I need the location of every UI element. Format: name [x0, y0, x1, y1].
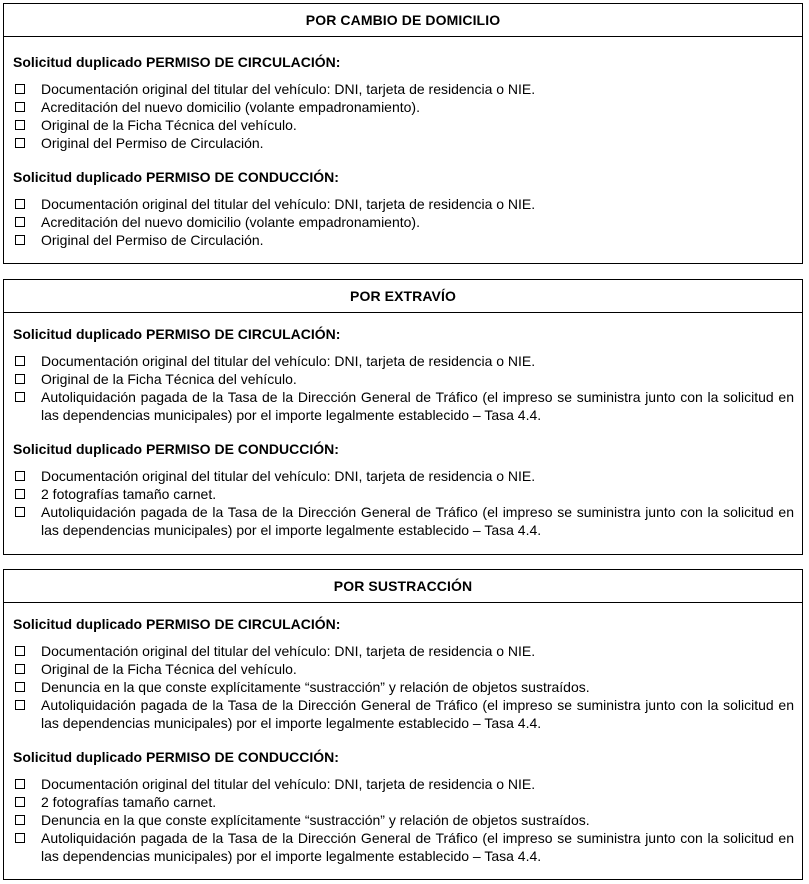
- section-title: POR EXTRAVÍO: [4, 280, 802, 313]
- group-heading: Solicitud duplicado PERMISO DE CONDUCCIÓN:: [13, 169, 339, 185]
- group-heading: Solicitud duplicado PERMISO DE CIRCULACIÓN:: [13, 326, 341, 342]
- checkbox-icon: [15, 235, 25, 245]
- requirements-list: [13, 195, 794, 249]
- requirements-list: [13, 352, 794, 424]
- checkbox-icon: [15, 797, 25, 807]
- checkbox-icon: [15, 392, 25, 402]
- section-extravio: [3, 279, 803, 555]
- list-item: Original del Permiso de Circulación.: [13, 231, 794, 249]
- checkbox-icon: [15, 217, 25, 227]
- requirements-list: [13, 642, 794, 732]
- checkbox-icon: [15, 682, 25, 692]
- checkbox-icon: [15, 374, 25, 384]
- section-title: POR CAMBIO DE DOMICILIO: [4, 4, 802, 37]
- list-item: Original de la Ficha Técnica del vehículo.: [13, 660, 794, 678]
- list-item: Autoliquidación pagada de la Tasa de la Dirección General de Tráfico (el impreso se suministra junto con la solicitud en las dependencias municipales) por el importe legalmente establecido – Tasa 4.4.: [13, 696, 794, 732]
- list-item: Original de la Ficha Técnica del vehículo.: [13, 116, 794, 134]
- requirements-list: [13, 775, 794, 865]
- list-item: Autoliquidación pagada de la Tasa de la Dirección General de Tráfico (el impreso se suministra junto con la solicitud en las dependencias municipales) por el importe legalmente establecido – Tasa 4.4.: [13, 388, 794, 424]
- section-sustraccion: [3, 569, 803, 880]
- list-item: Documentación original del titular del vehículo: DNI, tarjeta de residencia o NIE.: [13, 642, 794, 660]
- list-item: Acreditación del nuevo domicilio (volante empadronamiento).: [13, 213, 794, 231]
- list-item: Denuncia en la que conste explícitamente “sustracción” y relación de objetos sustraídos.: [13, 678, 794, 696]
- checkbox-icon: [15, 84, 25, 94]
- checkbox-icon: [15, 507, 25, 517]
- section-cambio-domicilio: [3, 3, 803, 264]
- list-item: Autoliquidación pagada de la Tasa de la Dirección General de Tráfico (el impreso se suministra junto con la solicitud en las dependencias municipales) por el importe legalmente establecido – Tasa 4.4.: [13, 503, 794, 539]
- checkbox-icon: [15, 646, 25, 656]
- requirements-list: [13, 467, 794, 539]
- list-item: Original de la Ficha Técnica del vehículo.: [13, 370, 794, 388]
- list-item: Original del Permiso de Circulación.: [13, 134, 794, 152]
- group-heading: Solicitud duplicado PERMISO DE CONDUCCIÓN:: [13, 749, 339, 765]
- group-heading: Solicitud duplicado PERMISO DE CONDUCCIÓN:: [13, 441, 339, 457]
- list-item: Autoliquidación pagada de la Tasa de la Dirección General de Tráfico (el impreso se suministra junto con la solicitud en las dependencias municipales) por el importe legalmente establecido – Tasa 4.4.: [13, 829, 794, 865]
- list-item: 2 fotografías tamaño carnet.: [13, 485, 794, 503]
- list-item: Documentación original del titular del vehículo: DNI, tarjeta de residencia o NIE.: [13, 80, 794, 98]
- checkbox-icon: [15, 102, 25, 112]
- list-item: 2 fotografías tamaño carnet.: [13, 793, 794, 811]
- checkbox-icon: [15, 138, 25, 148]
- requirements-list: [13, 80, 794, 152]
- list-item: Denuncia en la que conste explícitamente “sustracción” y relación de objetos sustraídos.: [13, 811, 794, 829]
- checkbox-icon: [15, 489, 25, 499]
- checkbox-icon: [15, 356, 25, 366]
- list-item: Acreditación del nuevo domicilio (volante empadronamiento).: [13, 98, 794, 116]
- checkbox-icon: [15, 815, 25, 825]
- checkbox-icon: [15, 700, 25, 710]
- checkbox-icon: [15, 199, 25, 209]
- list-item: Documentación original del titular del vehículo: DNI, tarjeta de residencia o NIE.: [13, 467, 794, 485]
- group-heading: Solicitud duplicado PERMISO DE CIRCULACIÓN:: [13, 54, 341, 70]
- checkbox-icon: [15, 833, 25, 843]
- checkbox-icon: [15, 664, 25, 674]
- section-title: POR SUSTRACCIÓN: [4, 570, 802, 603]
- list-item: Documentación original del titular del vehículo: DNI, tarjeta de residencia o NIE.: [13, 195, 794, 213]
- list-item: Documentación original del titular del vehículo: DNI, tarjeta de residencia o NIE.: [13, 775, 794, 793]
- list-item: Documentación original del titular del vehículo: DNI, tarjeta de residencia o NIE.: [13, 352, 794, 370]
- checkbox-icon: [15, 120, 25, 130]
- checkbox-icon: [15, 471, 25, 481]
- checkbox-icon: [15, 779, 25, 789]
- group-heading: Solicitud duplicado PERMISO DE CIRCULACIÓN:: [13, 616, 341, 632]
